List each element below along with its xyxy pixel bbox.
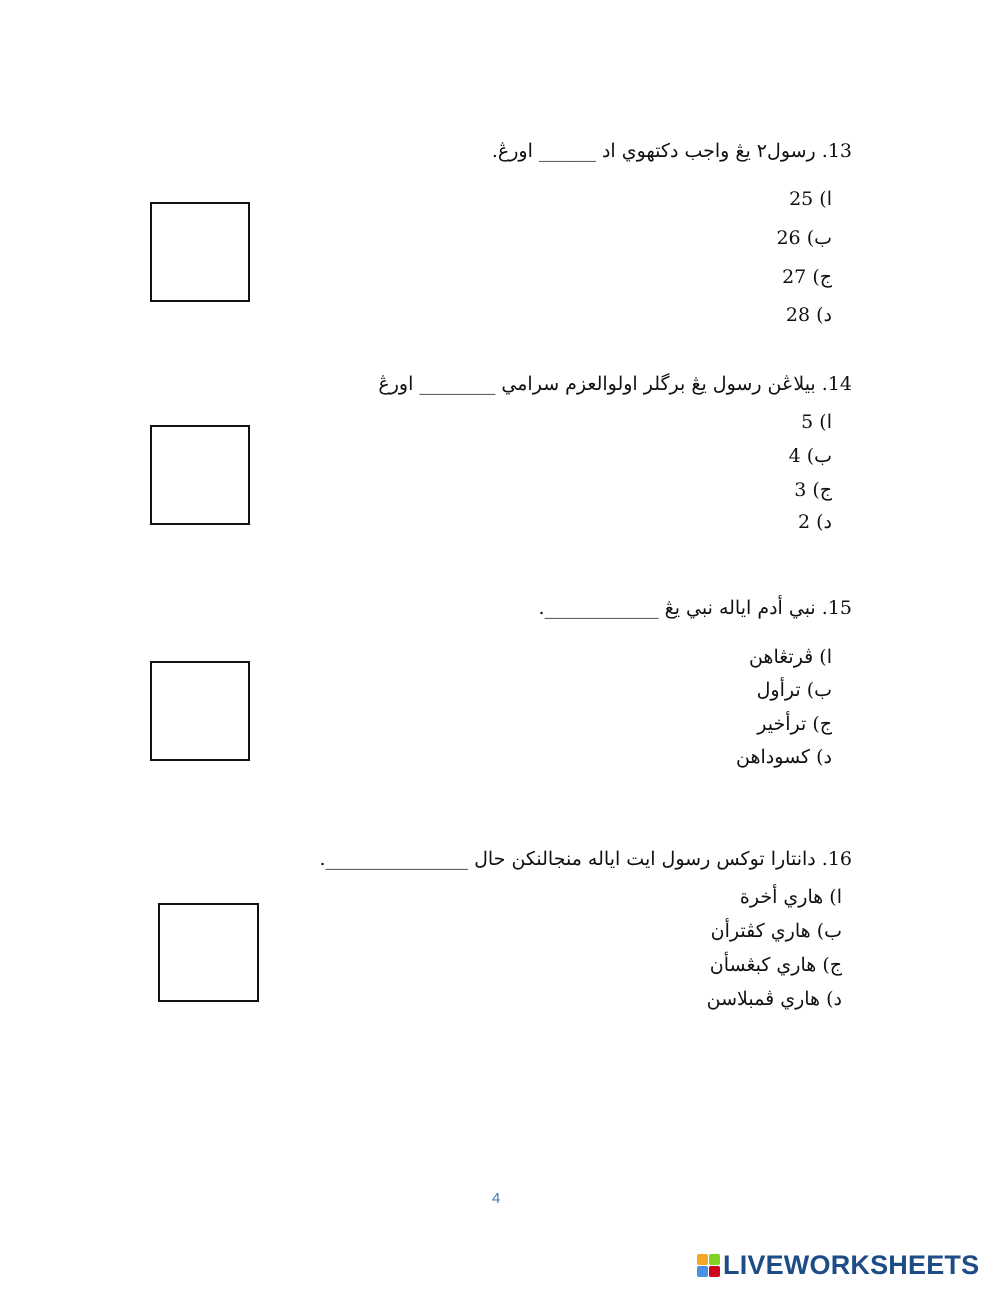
page-number: 4	[492, 1190, 501, 1207]
question-15-answer-box[interactable]	[150, 661, 250, 761]
liveworksheets-logo-icon	[697, 1254, 720, 1277]
logo-tile-1	[697, 1254, 708, 1265]
logo-tile-2	[709, 1254, 720, 1265]
logo-tile-4	[709, 1266, 720, 1277]
question-13-option-b: ب) 26	[776, 227, 832, 249]
question-15-option-c: ج) ترأخير	[757, 713, 832, 735]
question-16-option-d: د) هاري ڤمبلاسن	[706, 988, 842, 1010]
liveworksheets-brand	[697, 1252, 979, 1279]
question-13-option-c: ج) 27	[782, 266, 832, 288]
question-15-option-b: ب) ترأول	[756, 679, 832, 701]
question-14-option-b: ب) 4	[788, 445, 832, 467]
question-14-option-a: ا) 5	[801, 411, 832, 433]
question-16-option-c: ج) هاري کبڠسأن	[709, 954, 842, 976]
question-14-option-d: د) 2	[797, 511, 832, 533]
question-13-text: 13. رسول٢ يڠ واجب دکتهوي اد ______ اورڠ.	[491, 140, 852, 162]
question-14-answer-box[interactable]	[150, 425, 250, 525]
question-16-option-b: ب) هاري کڤترأن	[710, 920, 842, 942]
question-15-option-d: د) کسوداهن	[736, 746, 832, 768]
question-15-option-a: ا) ڤرتڠاهن	[748, 646, 832, 668]
question-14-text: 14. بيلاڠن رسول يڠ برگلر اولوالعزم سرامي ________ اورڠ	[378, 373, 852, 395]
liveworksheets-brand-text: LIVEWORKSHEETS	[723, 1250, 980, 1280]
question-14-option-c: ج) 3	[794, 479, 832, 501]
question-16-answer-box[interactable]	[158, 903, 259, 1002]
question-13-option-d: د) 28	[785, 304, 832, 326]
question-13-option-a: ا) 25	[789, 188, 832, 210]
question-16-option-a: ا) هاري أخرة	[739, 886, 842, 908]
question-16-text: 16. دانتارا توکس رسول ايت اياله منجالنکن حال _______________.	[319, 848, 852, 870]
question-15-text: 15. نبي أدم اياله نبي يڠ ____________.	[538, 597, 852, 619]
question-13-answer-box[interactable]	[150, 202, 250, 302]
logo-tile-3	[697, 1266, 708, 1277]
